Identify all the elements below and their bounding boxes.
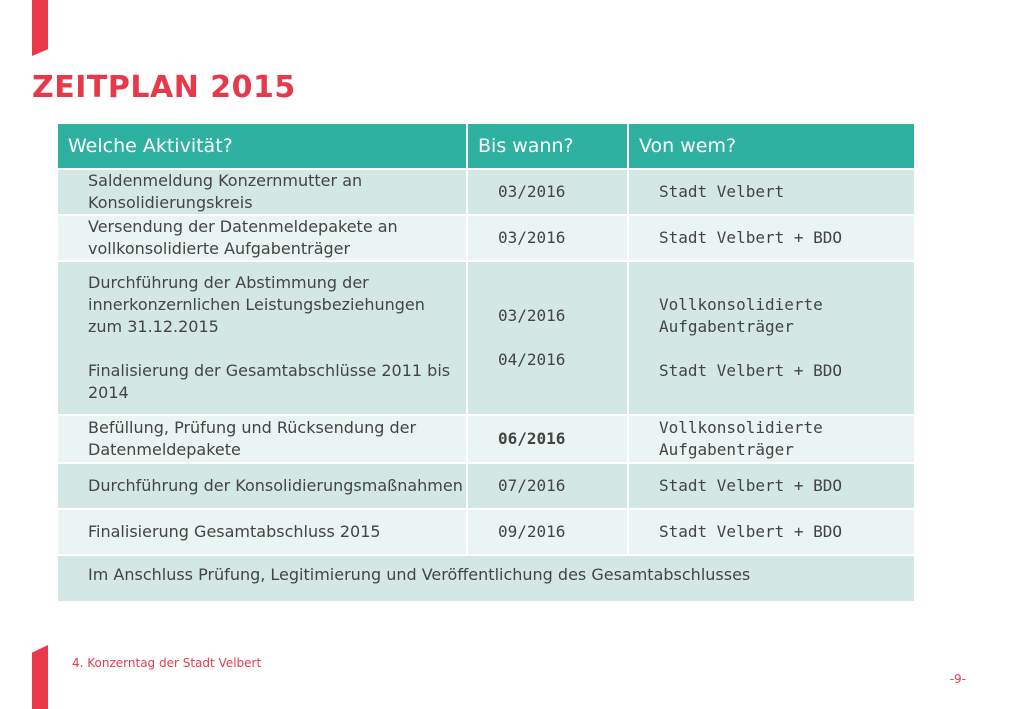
activity-text: Finalisierung der Gesamtabschlüsse 2011 bis 2014 bbox=[88, 361, 451, 402]
who-cell: Stadt Velbert + BDO bbox=[628, 215, 914, 261]
when-cell: 09/2016 bbox=[467, 509, 628, 555]
header-who: Von wem? bbox=[628, 124, 914, 169]
table-row bbox=[58, 415, 914, 463]
when-cell: 03/2016 bbox=[467, 215, 628, 261]
table-row bbox=[58, 555, 914, 601]
when-cell: 03/2016 bbox=[467, 169, 628, 215]
page-number: -9- bbox=[949, 672, 966, 686]
activity-cell: Finalisierung Gesamtabschluss 2015 bbox=[58, 509, 467, 555]
activity-cell: Durchführung der Konsolidierungsmaßnahmen bbox=[58, 463, 467, 509]
who-cell: Vollkonsolidierte Aufgabenträger bbox=[628, 415, 914, 463]
when-cell: 06/2016 bbox=[467, 415, 628, 463]
who-cell: Stadt Velbert bbox=[628, 169, 914, 215]
activity-cell bbox=[58, 261, 467, 415]
table-header-row bbox=[58, 124, 914, 169]
when-cell: 07/2016 bbox=[467, 463, 628, 509]
who-cell bbox=[628, 261, 914, 415]
accent-bar-top bbox=[32, 0, 48, 56]
page-title: ZEITPLAN 2015 bbox=[32, 70, 296, 105]
table-row bbox=[58, 463, 914, 509]
when-text: 03/2016 bbox=[498, 306, 566, 325]
accent-bar-bottom bbox=[32, 645, 48, 709]
who-cell: Stadt Velbert + BDO bbox=[628, 463, 914, 509]
who-cell: Stadt Velbert + BDO bbox=[628, 509, 914, 555]
activity-cell: Versendung der Datenmeldepakete an vollkonsolidierte Aufgabenträger bbox=[58, 215, 467, 261]
schedule-table bbox=[58, 124, 914, 601]
header-activity: Welche Aktivität? bbox=[58, 124, 467, 169]
activity-cell: Saldenmeldung Konzernmutter an Konsolidierungskreis bbox=[58, 169, 467, 215]
activity-text: Durchführung der Abstimmung der innerkonzernlichen Leistungsbeziehungen zum 31.12.2015 bbox=[88, 273, 425, 336]
who-text: Stadt Velbert + BDO bbox=[659, 361, 843, 380]
footer-text: 4. Konzerntag der Stadt Velbert bbox=[72, 656, 262, 670]
activity-cell: Im Anschluss Prüfung, Legitimierung und Veröffentlichung des Gesamtabschlusses bbox=[58, 555, 914, 601]
activity-cell: Befüllung, Prüfung und Rücksendung der Datenmeldepakete bbox=[58, 415, 467, 463]
table-row bbox=[58, 261, 914, 415]
header-when: Bis wann? bbox=[467, 124, 628, 169]
who-text: Vollkonsolidierte Aufgabenträger bbox=[659, 295, 823, 336]
table-row bbox=[58, 169, 914, 215]
when-text: 04/2016 bbox=[498, 350, 566, 369]
table-row bbox=[58, 215, 914, 261]
when-cell bbox=[467, 261, 628, 415]
table-row bbox=[58, 509, 914, 555]
